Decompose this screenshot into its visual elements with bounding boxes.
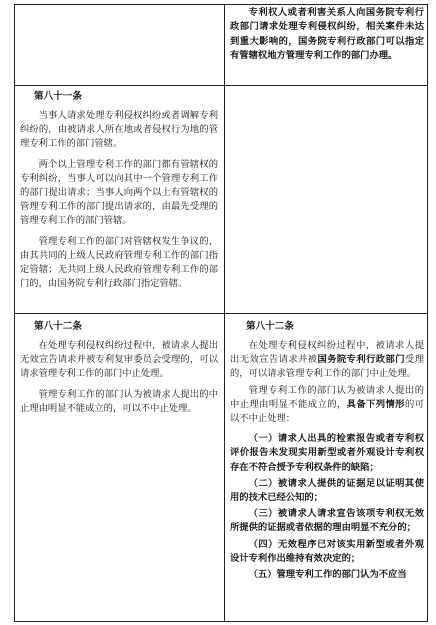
article-82-new-item-3: （三）被请求人请求宣告该项专利权无效所提供的证据或者依据的理由明显不充分的； (230, 508, 424, 534)
article-81-title: 第八十一条 (34, 91, 82, 102)
p1-text-c: 受理的，可以请求管理专利工作的部门中止处理。 (230, 354, 424, 380)
article-82-new-item-1: （一）请求人出具的检索报告或者专利权评价报告未发现实用新型或者外观设计专利权存在不符合授予专利权条件的缺陷； (230, 433, 424, 473)
article-82-old-cell (16, 320, 222, 422)
row1-right-cell (227, 6, 427, 64)
article-82-old-paragraph-2: 管理专利工作的部门认为被请求人提出的中止理由明显不能成立的，可以不中止处理。 (20, 388, 218, 414)
article-81-paragraph-3: 管理专利工作的部门对管辖权发生争议的，由其共同的上级人民政府管理专利工作的部门指定管辖；无共同上级人民政府管理专利工作的部门的，由国务院专利行政部门指定管辖。 (20, 235, 218, 290)
article-82-old-title: 第八十二条 (34, 321, 82, 332)
article-82-new-cell (227, 320, 427, 584)
article-82-new-paragraph-1 (230, 339, 424, 382)
row-divider-1 (14, 85, 428, 86)
row-divider-2 (14, 313, 428, 314)
article-81-paragraph-2: 两个以上管理专利工作的部门都有管辖权的专利纠纷，当事人可以向其中一个管理专利工作的部门提出请求；当事人向两个以上有管辖权的管理专利工作的部门提出请求的，由最先受理的管理专利工作的部门管辖。 (20, 158, 218, 227)
article-82-new-title: 第八十二条 (246, 321, 294, 332)
p2-amended-text: 具备下列情形 (346, 398, 405, 410)
p2-text-a: 管理专利工作的部门认为被请求人提出的中止理由明显不能成立的， (230, 384, 424, 410)
article-81-paragraph-1: 当事人请求处理专利侵权纠纷或者调解专利纠纷的，由被请求人所在地或者侵权行为地的管理专利工作的部门管辖。 (20, 110, 218, 150)
p2-text-c: 的可以不中止处理： (230, 398, 424, 425)
p1-text-a: 在处理专利侵权纠纷过程中，被请求人提出无效宣告请求并被 (230, 340, 424, 366)
row1-right-text: 专利权人或者利害关系人向国务院专利行政部门请求处理专利侵权纠纷，相关案件未达到重大影响的，国务院专利行政部门可以指定有管辖权地方管理专利工作的部门办理。 (230, 7, 424, 62)
article-82-new-item-5: （五）管理专利工作的部门认为不应当 (248, 569, 407, 581)
p1-amended-text: 国务院专利行政部门 (317, 354, 405, 366)
article-81-cell (16, 90, 222, 297)
article-82-new-item-4: （四）无效程序已对该实用新型或者外观设计专利作出维持有效决定的； (230, 538, 424, 564)
article-82-new-paragraph-2 (230, 384, 424, 427)
article-82-new-item-2: （二）被请求人提供的证据足以证明其使用的技术已经公知的； (230, 477, 424, 504)
article-82-old-paragraph-1: 在处理专利侵权纠纷过程中，被请求人提出无效宣告请求并被专利复审委员会受理的，可以请求管理专利工作的部门中止处理。 (20, 340, 218, 380)
